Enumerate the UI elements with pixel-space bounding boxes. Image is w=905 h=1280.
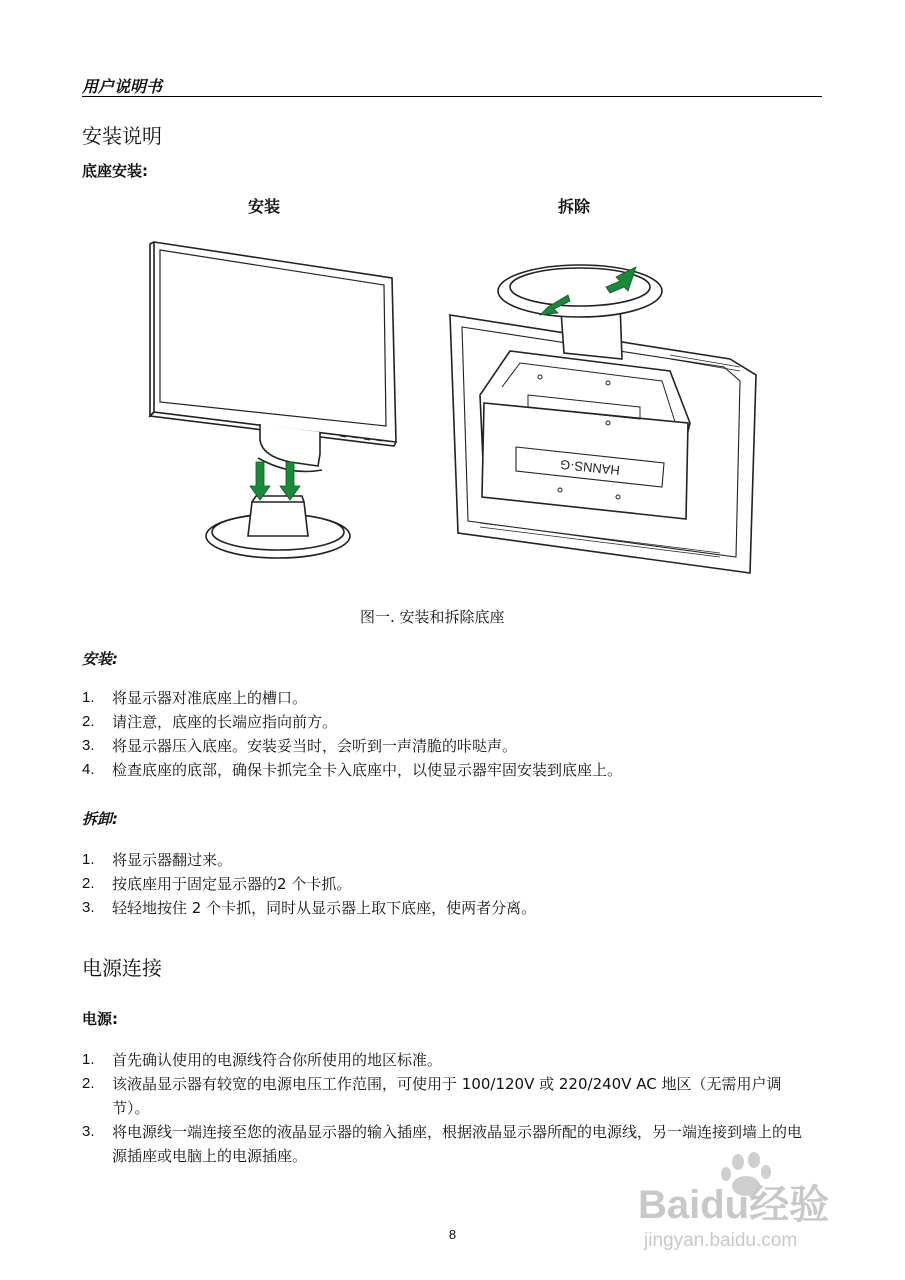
install-heading: 安装: — [82, 650, 118, 668]
figure-label-remove: 拆除 — [558, 197, 591, 216]
figure-caption: 图一. 安装和拆除底座 — [360, 608, 505, 626]
page-number: 8 — [448, 1227, 457, 1242]
list-item: 2. 请注意，底座的长端应指向前方。 — [82, 713, 338, 731]
install-steps-list — [82, 686, 822, 782]
section-title-install: 安装说明 — [82, 124, 162, 148]
list-item: 1. 将显示器对准底座上的槽口。 — [82, 689, 308, 707]
baidu-watermark — [630, 1150, 890, 1255]
remove-steps-list — [82, 848, 822, 920]
running-header: 用户说明书 — [82, 77, 163, 96]
remove-heading: 拆卸: — [82, 810, 118, 828]
list-item: 2. 按底座用于固定显示器的2 个卡抓。 — [82, 875, 352, 893]
monitor-install-illustration — [140, 230, 420, 570]
list-item: 3. 轻轻地按住 2 个卡抓，同时从显示器上取下底座，使两者分离。 — [82, 899, 537, 917]
figure-label-install: 安装 — [248, 197, 281, 216]
list-item: 3. 将显示器压入底座。安装妥当时，会听到一声清脆的咔哒声。 — [82, 737, 518, 755]
list-item: 3. 将电源线一端连接至您的液晶显示器的输入插座，根据液晶显示器所配的电源线，另一端连接到墙上的电源插座或电脑上的电源插座。 — [82, 1123, 803, 1165]
header-rule — [82, 96, 822, 97]
section-title-power: 电源连接 — [82, 956, 162, 980]
list-item: 2. 该液晶显示器有较宽的电源电压工作范围，可使用于 100/120V 或 220/240V AC 地区（无需用户调节）。 — [82, 1075, 782, 1117]
list-item: 1. 将显示器翻过来。 — [82, 851, 233, 869]
watermark-url: jingyan.baidu.com — [644, 1230, 798, 1251]
subsection-power: 电源: — [82, 1010, 118, 1028]
subsection-base-install: 底座安装: — [82, 162, 148, 180]
watermark-brand: Baidu经验 — [638, 1183, 830, 1227]
arrow-icon — [250, 462, 300, 500]
monitor-logo: HANNS·G — [559, 456, 621, 479]
list-item: 4. 检查底座的底部，确保卡抓完全卡入底座中，以使显示器牢固安装到底座上。 — [82, 761, 623, 779]
list-item: 1. 首先确认使用的电源线符合你所使用的地区标准。 — [82, 1051, 443, 1069]
monitor-remove-illustration — [440, 255, 760, 580]
